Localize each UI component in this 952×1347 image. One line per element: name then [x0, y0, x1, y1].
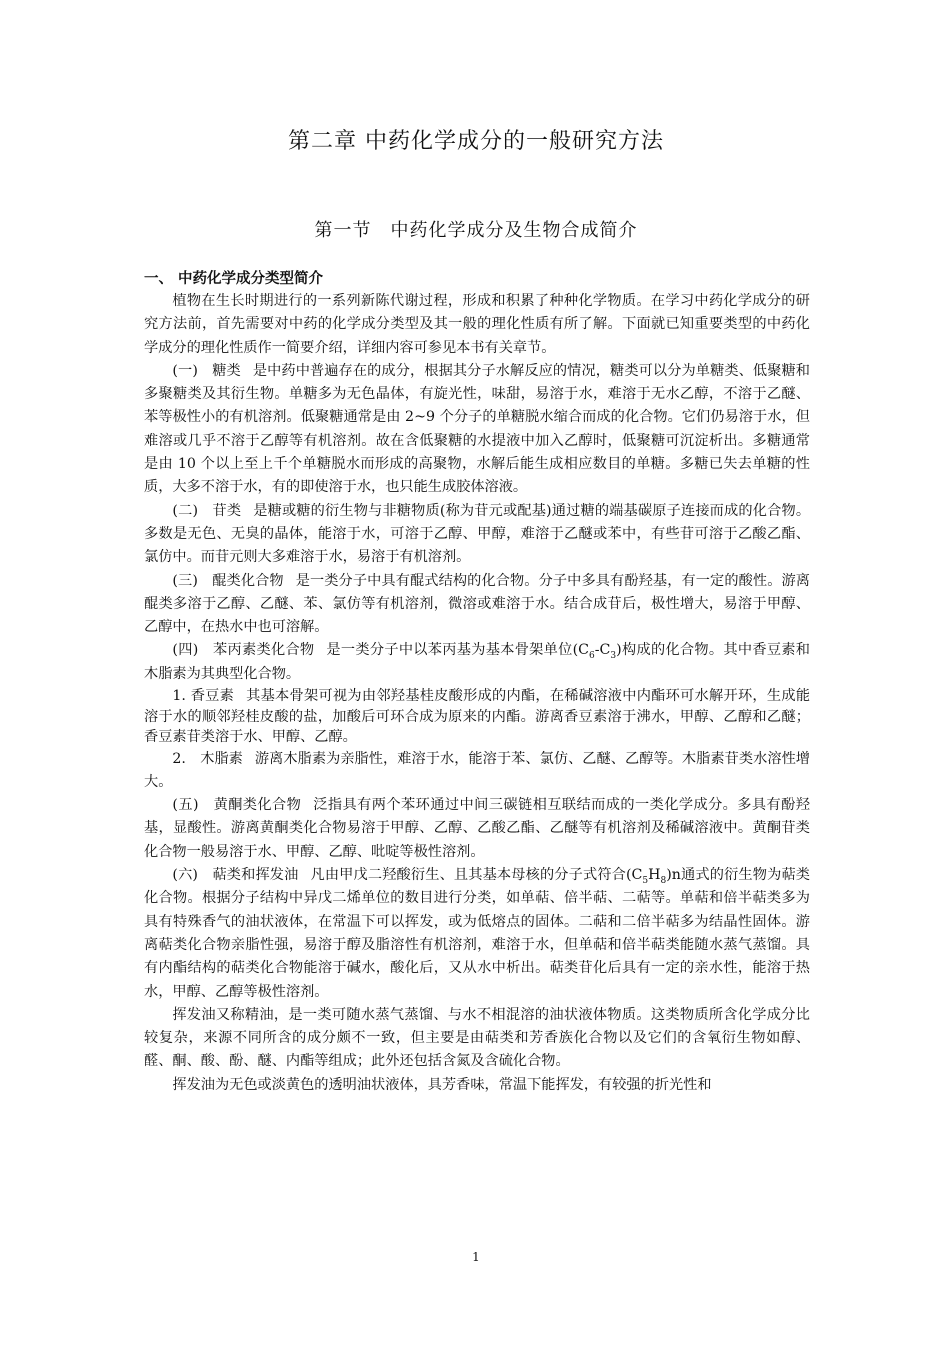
text-glycoside: 是糖或糖的衍生物与非糖物质(称为苷元或配基)通过糖的端基碳原子连接而成的化合物。多数是无色、无臭的晶体，能溶于水，可溶于乙醇、甲醇，难溶于乙醚或苯中，有些苷可溶于乙酸乙酯、氯仿中。而苷元则大多难溶于水，易溶于有机溶剂。 [144, 502, 811, 566]
paragraph-volatile-oil-1: 挥发油又称精油，是一类可随水蒸气蒸馏、与水不相混溶的油状液体物质。这类物质所含化学成分比较复杂，来源不同所含的成分颇不一致，但主要是由萜类和芳香族化合物以及它们的含氧衍生物如醇、醛、酮、酸、酚、醚、内酯等组成；此外还包括含氮及含硫化合物。 [144, 1006, 810, 1070]
label-quinone: (三) 醌类化合物 [172, 572, 284, 589]
text-phenylpropanoid-a: 是一类分子中以苯丙基为基本骨架单位(C [326, 642, 590, 659]
text-coumarin: 其基本骨架可视为由邻羟基桂皮酸形成的内酯，在稀碱溶液中内酯环可水解开环，生成能溶于水的顺邻羟桂皮酸的盐，加酸后可环合成为原来的内酯。游离香豆素溶于沸水，甲醇、乙醇和乙醚；香豆素苷类溶于水、甲醇、乙醇。 [144, 688, 811, 746]
label-phenylpropanoid: (四) 苯丙素类化合物 [172, 642, 315, 659]
text-phenylpropanoid-c: )构成的化合物。其中香豆素和木脂素为其典型化合物。 [144, 642, 810, 682]
paragraph-volatile-oil-2: 挥发油为无色或淡黄色的透明油状液体，具芳香味，常温下能挥发，有较强的折光性和 [172, 1076, 712, 1093]
section-title: 第一节 中药化学成分及生物合成简介 [314, 220, 638, 241]
subscript-h8: 8 [660, 875, 667, 886]
page-number: 1 [472, 1250, 480, 1264]
heading-1: 一、 中药化学成分类型简介 [144, 271, 324, 287]
text-terpene-a: 凡由甲戊二羟酸衍生、且其基本母核的分子式符合(C [310, 867, 643, 884]
paragraph-flavonoid [144, 794, 810, 864]
label-coumarin: 1. 香豆素 [172, 688, 235, 705]
document-body [144, 268, 810, 1097]
text-terpene-c: )n通式的衍生物为萜类化合物。根据分子结构中异戊二烯单位的数目进行分类，如单萜、倍半萜、二萜等。单萜和倍半萜类多为具有特殊香气的油状液体，在常温下可以挥发，或为低熔点的固体。二萜和二倍半萜多为结晶性固体。游离萜类化合物亲脂性强，易溶于醇及脂溶性有机溶剂，难溶于水，但单萜和倍半萜类能随水蒸气蒸馏。具有内酯结构的萜类化合物能溶于碱水，酸化后，又从水中析出。萜类苷化后具有一定的亲水性，能溶于热水，甲醇、乙醇等极性溶剂。 [144, 867, 810, 1000]
text-sugar: 是中药中普遍存在的成分，根据其分子水解反应的情况，糖类可以分为单糖类、低聚糖和多聚糖类及其衍生物。单糖多为无色晶体，有旋光性，味甜，易溶于水，难溶于无水乙醇，不溶于乙醚、苯等极性小的有机溶剂。低聚糖通常是由 2~9 个分子的单糖脱水缩合而成的化合物。它们仍易溶于水，但难溶或几乎不溶于乙醇等有机溶剂。故在含低聚糖的水提液中加入乙醇时，低聚糖可沉淀析出。多糖通常是由 10 个以上至上千个单糖脱水而形成的高聚物，水解后能生成相应数目的单糖。多糖已失去单糖的性质，大多不溶于水，有的即使溶于水，也只能生成胶体溶液。 [144, 362, 810, 496]
paragraph-terpene [144, 864, 810, 1004]
text-phenylpropanoid-b: -C [594, 642, 611, 659]
text-quinone: 是一类分子中具有醌式结构的化合物。分子中多具有酚羟基，有一定的酸性。游离醌类多溶于乙醇、乙醚、苯、氯仿等有机溶剂，微溶或难溶于水。结合成苷后，极性增大，易溶于甲醇、乙醇中，在热水中也可溶解。 [144, 572, 810, 636]
label-terpene: (六) 萜类和挥发油 [172, 867, 299, 884]
paragraph-coumarin [144, 686, 810, 748]
subscript-c3: 3 [610, 651, 617, 662]
text-lignan: 游离木脂素为亲脂性，难溶于水，能溶于苯、氯仿、乙醚、乙醇等。木脂素苷类水溶性增大。 [144, 750, 810, 790]
label-glycoside: (二) 苷类 [172, 502, 242, 519]
label-lignan: 2. 木脂素 [172, 750, 243, 767]
paragraph-phenylpropanoid [144, 639, 810, 686]
intro-paragraph: 植物在生长时期进行的一系列新陈代谢过程，形成和积累了种种化学物质。在学习中药化学成分的研究方法前，首先需要对中药的化学成分类型及其一般的理化性质有所了解。下面就已知重要类型的中药化学成分的理化性质作一简要介绍，详细内容可参见本书有关章节。 [144, 293, 810, 356]
paragraph-quinone [144, 570, 810, 640]
text-terpene-b: H [648, 867, 661, 884]
chapter-title: 第二章 中药化学成分的一般研究方法 [288, 129, 664, 154]
label-flavonoid: (五) 黄酮类化合物 [172, 797, 302, 814]
paragraph-glycoside [144, 500, 810, 570]
text-flavonoid: 泛指具有两个苯环通过中间三碳链相互联结而成的一类化学成分。多具有酚羟基，显酸性。游离黄酮类化合物易溶于甲醇、乙醇、乙酸乙酯、乙醚等有机溶剂及稀碱溶液中。黄酮苷类化合物一般易溶于水、甲醇、乙醇、吡啶等极性溶剂。 [144, 797, 810, 860]
paragraph-sugar [144, 360, 810, 500]
label-sugar: (一) 糖类 [172, 362, 241, 379]
subscript-c6: 6 [589, 651, 595, 662]
subscript-c5: 5 [642, 875, 649, 886]
paragraph-lignan [144, 748, 810, 795]
